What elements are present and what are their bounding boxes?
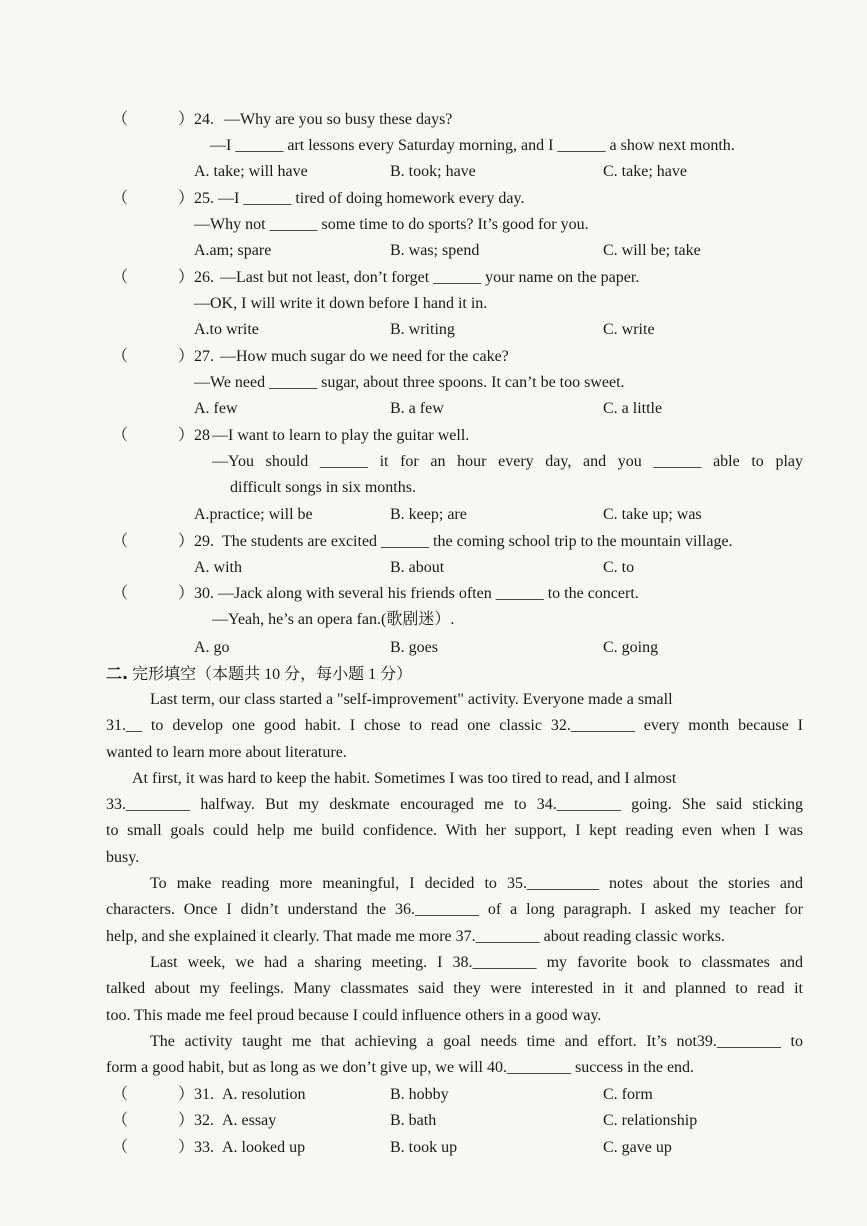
section-marker: 二. xyxy=(106,664,129,683)
question-line: difficult songs in six months. xyxy=(230,479,416,496)
question-number: 24. xyxy=(194,111,214,128)
option-c[interactable]: C. to xyxy=(603,559,635,576)
option-b[interactable]: B. took up xyxy=(390,1139,458,1156)
answer-blank-right: ） xyxy=(178,190,195,207)
question-line: —OK, I will write it down before I hand it in. xyxy=(194,295,488,312)
question-line: The students are excited ______ the coming school trip to the mountain village. xyxy=(222,533,733,550)
option-c[interactable]: C. gave up xyxy=(603,1139,672,1156)
option-a[interactable]: A. looked up xyxy=(222,1139,306,1156)
passage-line: 31.__ to develop one good habit. I chose to read one classic 32.________ every month because I xyxy=(106,717,803,734)
answer-blank-left[interactable]: （ xyxy=(112,269,129,286)
answer-blank-left[interactable]: （ xyxy=(112,1086,129,1103)
question-line: —How much sugar do we need for the cake? xyxy=(220,348,509,365)
answer-blank-left[interactable]: （ xyxy=(112,427,129,444)
answer-blank-right: ） xyxy=(178,111,195,128)
passage-line: Last term, our class started a "self-improvement" activity. Everyone made a small xyxy=(150,691,673,708)
section-heading xyxy=(106,664,412,685)
option-a[interactable]: A. with xyxy=(194,559,242,576)
answer-blank-left[interactable]: （ xyxy=(112,1112,129,1129)
passage-line: form a good habit, but as long as we don’t give up, we will 40.________ success in the end. xyxy=(106,1059,695,1076)
passage-line: help, and she explained it clearly. That made me more 37.________ about reading classic works. xyxy=(106,928,725,945)
question-line: —Jack along with several his friends often ______ to the concert. xyxy=(218,585,639,602)
answer-blank-left[interactable]: （ xyxy=(112,533,129,550)
option-a[interactable]: A.practice; will be xyxy=(194,506,313,523)
passage-line: busy. xyxy=(106,849,140,866)
option-a[interactable]: A.am; spare xyxy=(194,242,272,259)
answer-blank-right: ） xyxy=(178,269,195,286)
answer-blank-left[interactable]: （ xyxy=(112,348,129,365)
passage-line: To make reading more meaningful, I decided to 35._________ notes about the stories and xyxy=(150,875,803,892)
question-line: —I ______ tired of doing homework every day. xyxy=(218,190,525,207)
option-b[interactable]: B. a few xyxy=(390,400,444,417)
passage-line: Last week, we had a sharing meeting. I 38.________ my favorite book to classmates and xyxy=(150,954,803,971)
option-b[interactable]: B. took; have xyxy=(390,163,476,180)
option-c[interactable]: C. take; have xyxy=(603,163,687,180)
answer-blank-right: ） xyxy=(178,1112,195,1129)
option-b[interactable]: B. about xyxy=(390,559,445,576)
answer-blank-right: ） xyxy=(178,1139,195,1156)
option-c[interactable]: C. write xyxy=(603,321,655,338)
passage-line: The activity taught me that achieving a goal needs time and effort. It’s not39.________ to xyxy=(150,1033,803,1050)
answer-blank-left[interactable]: （ xyxy=(112,585,129,602)
passage-line: 33.________ halfway. But my deskmate encouraged me to 34.________ going. She said sticking xyxy=(106,796,803,813)
option-a[interactable]: A. resolution xyxy=(222,1086,306,1103)
option-b[interactable]: B. writing xyxy=(390,321,455,338)
question-number: 31. xyxy=(194,1086,214,1103)
question-number: 32. xyxy=(194,1112,214,1129)
option-a[interactable]: A. go xyxy=(194,639,230,656)
passage-line: At first, it was hard to keep the habit. Sometimes I was too tired to read, and I almost xyxy=(132,770,677,787)
question-line: —Why not ______ some time to do sports? It’s good for you. xyxy=(194,216,589,233)
option-a[interactable]: A. take; will have xyxy=(194,163,308,180)
option-c[interactable]: C. will be; take xyxy=(603,242,701,259)
option-b[interactable]: B. was; spend xyxy=(390,242,480,259)
passage-line: too. This made me feel proud because I could influence others in a good way. xyxy=(106,1007,602,1024)
option-b[interactable]: B. keep; are xyxy=(390,506,467,523)
option-a[interactable]: A.to write xyxy=(194,321,259,338)
question-number: 25. xyxy=(194,190,214,207)
question-number: 27. xyxy=(194,348,214,365)
question-number: 28 xyxy=(194,427,210,444)
option-b[interactable]: B. bath xyxy=(390,1112,437,1129)
question-number: 29. xyxy=(194,533,214,550)
option-b[interactable]: B. goes xyxy=(390,639,438,656)
option-c[interactable]: C. form xyxy=(603,1086,653,1103)
answer-blank-left[interactable]: （ xyxy=(112,190,129,207)
option-c[interactable]: C. take up; was xyxy=(603,506,702,523)
passage-line: wanted to learn more about literature. xyxy=(106,744,347,761)
question-number: 30. xyxy=(194,585,214,602)
passage-line: talked about my feelings. Many classmates said they were interested in it and planned to read it xyxy=(106,980,803,997)
passage-line: to small goals could help me build confidence. With her support, I kept reading even when I was xyxy=(106,822,803,839)
option-b[interactable]: B. hobby xyxy=(390,1086,449,1103)
question-number: 33. xyxy=(194,1139,214,1156)
option-c[interactable]: C. a little xyxy=(603,400,663,417)
question-number: 26. xyxy=(194,269,214,286)
question-line: —Yeah, he’s an opera fan.(歌剧迷）. xyxy=(212,611,455,628)
answer-blank-right: ） xyxy=(178,1086,195,1103)
answer-blank-right: ） xyxy=(178,427,195,444)
passage-line: characters. Once I didn’t understand the 36.________ of a long paragraph. I asked my teacher for xyxy=(106,901,803,918)
option-a[interactable]: A. few xyxy=(194,400,238,417)
answer-blank-right: ） xyxy=(178,533,195,550)
question-line: —We need ______ sugar, about three spoons. It can’t be too sweet. xyxy=(194,374,625,391)
question-line: —Why are you so busy these days? xyxy=(224,111,453,128)
option-a[interactable]: A. essay xyxy=(222,1112,277,1129)
question-line: —You should ______ it for an hour every day, and you ______ able to play xyxy=(212,453,803,470)
answer-blank-left[interactable]: （ xyxy=(112,1139,129,1156)
answer-blank-left[interactable]: （ xyxy=(112,111,129,128)
question-line: —I ______ art lessons every Saturday morning, and I ______ a show next month. xyxy=(210,137,735,154)
question-line: —Last but not least, don’t forget ______ your name on the paper. xyxy=(220,269,640,286)
answer-blank-right: ） xyxy=(178,585,195,602)
option-c[interactable]: C. going xyxy=(603,639,659,656)
answer-blank-right: ） xyxy=(178,348,195,365)
question-line: —I want to learn to play the guitar well. xyxy=(212,427,470,444)
section-title: 完形填空（本题共 10 分，每小题 1 分） xyxy=(128,666,413,683)
option-c[interactable]: C. relationship xyxy=(603,1112,698,1129)
